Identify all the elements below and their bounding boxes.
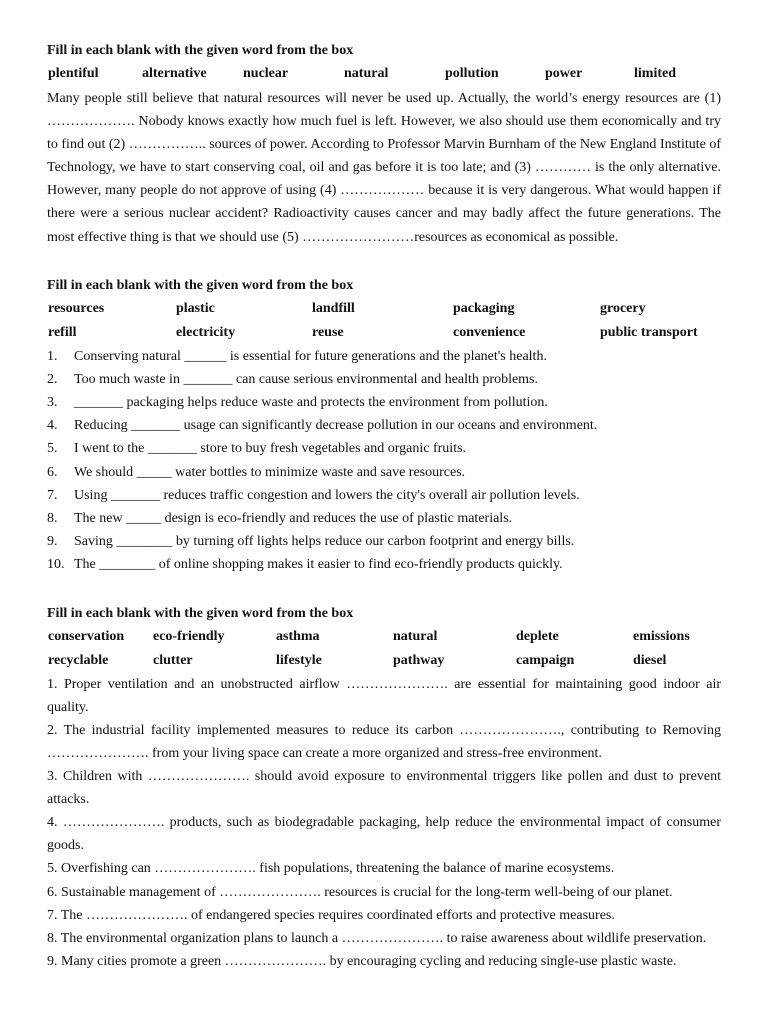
section-title: Fill in each blank with the given word from the box <box>47 43 354 58</box>
question-item: 6. Sustainable management of …………………. resources is crucial for the long-term well-being of our planet. <box>47 884 673 900</box>
word-box-item: resources <box>48 300 105 316</box>
word-box-item: packaging <box>453 300 515 316</box>
word-box <box>47 297 721 345</box>
question-item: 2. The industrial facility implemented measures to reduce its carbon …………………., contributing to Removing …………………. from your living space can create a more organized and stress-free environment. <box>47 722 721 761</box>
word-box <box>47 62 721 86</box>
word-box-item: pathway <box>393 652 445 668</box>
word-box-item: convenience <box>453 324 526 340</box>
question-item <box>47 437 721 460</box>
word-box-item: alternative <box>142 66 207 81</box>
word-box-item: emissions <box>633 628 690 644</box>
question-item: 8. The environmental organization plans to launch a …………………. to raise awareness about wildlife preservation. <box>47 930 707 946</box>
word-box-item: campaign <box>516 652 575 668</box>
question-item <box>47 345 721 368</box>
word-box-item: plastic <box>176 300 215 316</box>
question-text: Conserving natural ______ is essential for future generations and the planet's health. <box>74 348 547 364</box>
question-text: We should _____ water bottles to minimize waste and save resources. <box>74 464 466 480</box>
question-number: 8. <box>47 511 58 527</box>
question-number: 5. <box>47 441 58 457</box>
passage-paragraph: Many people still believe that natural resources will never be used up. Actually, the world’s energy resources are (1) ………………. Nobody knows exactly how much fuel is left. However, we also should use them economically and try to find out (2) …………….. sources of power. According to Professor Marvin Burnham of the New England Institute of Technology, we have to start conserving coal, oil and gas before it is too late; and (3) ………… is the only alternative. However, many people do not approve of using (4) ……………… because it is very dangerous. What would happen if there were a serious nuclear accident? Radioactivity causes cancer and may badly affect the future generations. The most effective thing is that we should use (5) ……………………resources as economical as possible. <box>47 91 721 245</box>
word-box-item: recyclable <box>48 652 109 668</box>
question-item <box>47 553 721 576</box>
question-number: 2. <box>47 371 58 387</box>
question-text: The new _____ design is eco-friendly and reduces the use of plastic materials. <box>74 511 513 527</box>
question-item <box>47 530 721 553</box>
question-number: 6. <box>47 464 58 480</box>
word-box-item: plentiful <box>48 66 99 81</box>
word-box-item: asthma <box>276 628 320 644</box>
word-box-item: landfill <box>312 300 355 316</box>
section-title: Fill in each blank with the given word from the box <box>47 277 354 293</box>
word-box-item: grocery <box>600 300 646 316</box>
question-number: 1. <box>47 348 58 364</box>
word-box-item: conservation <box>48 628 125 644</box>
word-box-item: natural <box>393 628 438 644</box>
question-item <box>47 368 721 391</box>
word-box-item: public transport <box>600 324 698 340</box>
question-list <box>47 673 721 973</box>
exercise-section-1 <box>47 40 721 249</box>
question-item <box>47 484 721 507</box>
question-number: 7. <box>47 487 58 503</box>
question-item: 7. The …………………. of endangered species requires coordinated efforts and protective measures. <box>47 907 615 923</box>
word-box-item: limited <box>634 66 676 81</box>
question-item: 4. …………………. products, such as biodegradable packaging, help reduce the environmental impact of consumer goods. <box>47 815 721 854</box>
word-box-item: deplete <box>516 628 559 644</box>
question-text: Saving ________ by turning off lights helps reduce our carbon footprint and energy bills. <box>74 534 575 550</box>
question-text: I went to the _______ store to buy fresh vegetables and organic fruits. <box>74 441 467 457</box>
question-item: 9. Many cities promote a green …………………. by encouraging cycling and reducing single-use plastic waste. <box>47 953 677 969</box>
exercise-section-2 <box>47 275 721 577</box>
question-number: 3. <box>47 395 58 411</box>
question-number: 10. <box>47 557 65 573</box>
word-box-item: pollution <box>445 66 499 81</box>
question-text: Using _______ reduces traffic congestion and lowers the city's overall air pollution levels. <box>74 487 580 503</box>
word-box-item: diesel <box>633 652 667 668</box>
question-number: 9. <box>47 534 58 550</box>
question-item: 5. Overfishing can …………………. fish populations, threatening the balance of marine ecosystems. <box>47 861 615 877</box>
word-box-item: power <box>545 66 583 81</box>
word-box-item: refill <box>48 324 77 340</box>
question-text: The ________ of online shopping makes it easier to find eco-friendly products quickly. <box>74 557 563 573</box>
question-list <box>47 345 721 577</box>
question-text: _______ packaging helps reduce waste and protects the environment from pollution. <box>74 395 548 411</box>
question-text: Too much waste in _______ can cause serious environmental and health problems. <box>74 371 539 387</box>
word-box-item: natural <box>344 66 389 81</box>
question-number: 4. <box>47 418 58 434</box>
question-item <box>47 461 721 484</box>
word-box-item: electricity <box>176 324 236 340</box>
question-item <box>47 414 721 437</box>
word-box-item: reuse <box>312 324 344 340</box>
word-box <box>47 625 721 673</box>
word-box-item: eco-friendly <box>153 628 225 644</box>
word-box-item: lifestyle <box>276 652 322 668</box>
question-item <box>47 507 721 530</box>
question-item: 1. Proper ventilation and an unobstructed airflow …………………. are essential for maintaining good indoor air quality. <box>47 676 721 715</box>
question-text: Reducing _______ usage can significantly decrease pollution in our oceans and environment. <box>74 418 598 434</box>
word-box-item: clutter <box>153 652 193 668</box>
word-box-item: nuclear <box>243 66 289 81</box>
question-item <box>47 391 721 414</box>
question-item: 3. Children with …………………. should avoid exposure to environmental triggers like pollen and dust to prevent attacks. <box>47 769 721 808</box>
section-title: Fill in each blank with the given word from the box <box>47 605 354 621</box>
exercise-section-3 <box>47 603 721 973</box>
